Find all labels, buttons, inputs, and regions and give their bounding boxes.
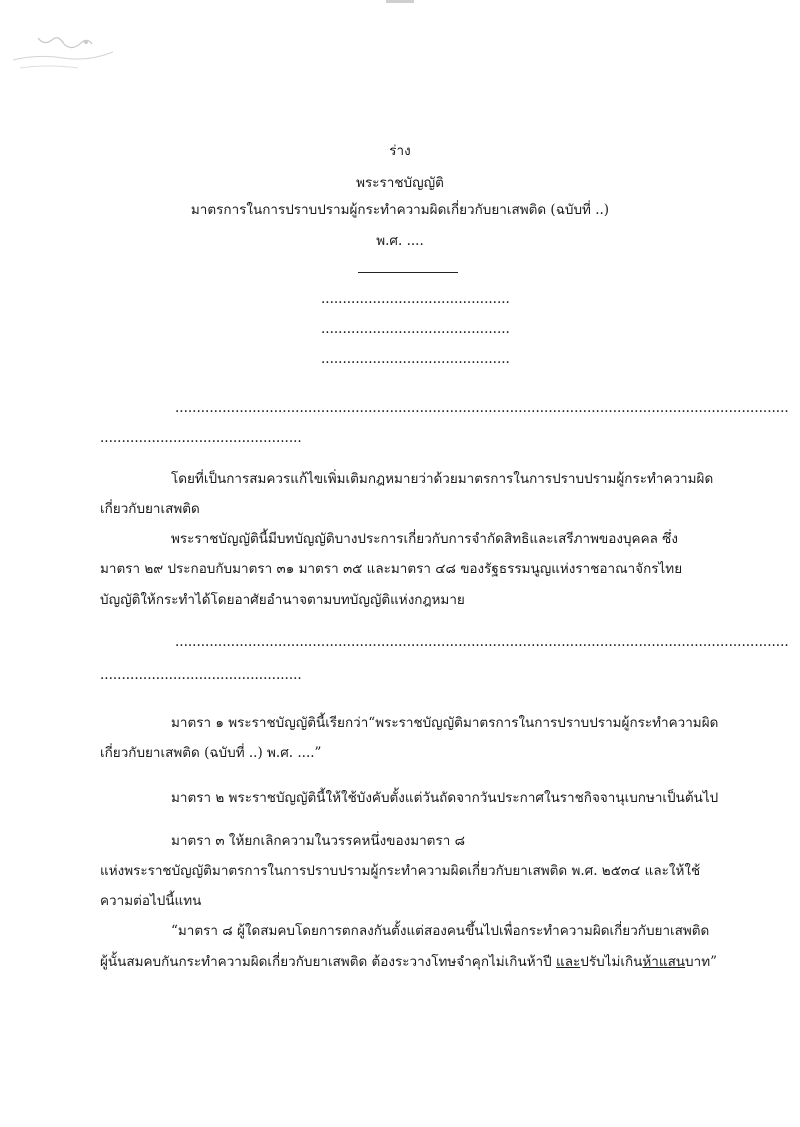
quote-text: บาท” [685,954,717,970]
title-divider [358,272,458,273]
act-heading: พระราชบัญญัติ [356,175,444,191]
section-1-line: เกี่ยวกับยาเสพติด (ฉบับที่ ..) พ.ศ. ....” [100,745,322,761]
preamble-line: พระราชบัญญัตินี้มีบทบัญญัติบางประการเกี่ยวกับการจำกัดสิทธิและเสรีภาพของบุคคล ซึ่ง [171,531,678,547]
preamble-line: โดยที่เป็นการสมควรแก้ไขเพิ่มเติมกฎหมายว่าด้วยมาตรการในการปราบปรามผู้กระทำความผิด [171,471,714,487]
quote-text: ปรับไม่เกิน [580,954,643,970]
draft-label: ร่าง [389,143,411,159]
preamble-line: เกี่ยวกับยาเสพติด [100,501,200,517]
blank-line: ............................................ [321,291,510,307]
section-3-line: แห่งพระราชบัญญัติมาตรการในการปราบปรามผู้กระทำความผิดเกี่ยวกับยาเสพติด พ.ศ. ๒๕๓๔ และให้ใช้ [100,863,701,879]
quote-text: ผู้นั้นสมคบกันกระทำความผิดเกี่ยวกับยาเสพติด ต้องระวางโทษจำคุกไม่เกินห้าปี [100,954,557,970]
section-3-quote-line [100,953,717,971]
blank-line: ............................................................................................................................................... [175,634,789,650]
preamble-line: บัญญัติให้กระทำได้โดยอาศัยอำนาจตามบทบัญญัติแห่งกฎหมาย [100,592,465,608]
section-2-line: มาตรา ๒ พระราชบัญญัตินี้ให้ใช้บังคับตั้งแต่วันถัดจากวันประกาศในราชกิจจานุเบกษาเป็นต้นไป [171,790,719,806]
section-3-line: ความต่อไปนี้แทน [100,893,202,909]
scan-mark [386,0,414,3]
blank-line: ............................................ [321,351,510,367]
preamble-line: มาตรา ๒๙ ประกอบกับมาตรา ๓๑ มาตรา ๓๕ และมาตรา ๔๘ ของรัฐธรรมนูญแห่งราชอาณาจักรไทย [100,561,683,577]
underlined-amount: ห้าแสน [642,954,686,970]
underlined-and: และ [556,954,581,970]
act-title: มาตรการในการปราบปรามผู้กระทำความผิดเกี่ยวกับยาเสพติด (ฉบับที่ ..) [190,202,610,218]
scan-smudge [8,28,118,78]
section-3-quote-line: “มาตรา ๘ ผู้ใดสมคบโดยการตกลงกันตั้งแต่สองคนขึ้นไปเพื่อกระทำความผิดเกี่ยวกับยาเสพติด [171,923,710,939]
section-3-line: มาตรา ๓ ให้ยกเลิกความในวรรคหนึ่งของมาตรา ๘ [171,833,465,849]
section-1-line: มาตรา ๑ พระราชบัญญัตินี้เรียกว่า“พระราชบัญญัติมาตรการในการปราบปรามผู้กระทำความผิด [171,715,719,731]
blank-line: ............................................... [100,430,302,446]
blank-line: ............................................ [321,321,510,337]
blank-line: ............................................... [100,667,302,683]
act-year: พ.ศ. .... [376,233,424,249]
blank-line: ............................................................................................................................................... [175,400,789,416]
